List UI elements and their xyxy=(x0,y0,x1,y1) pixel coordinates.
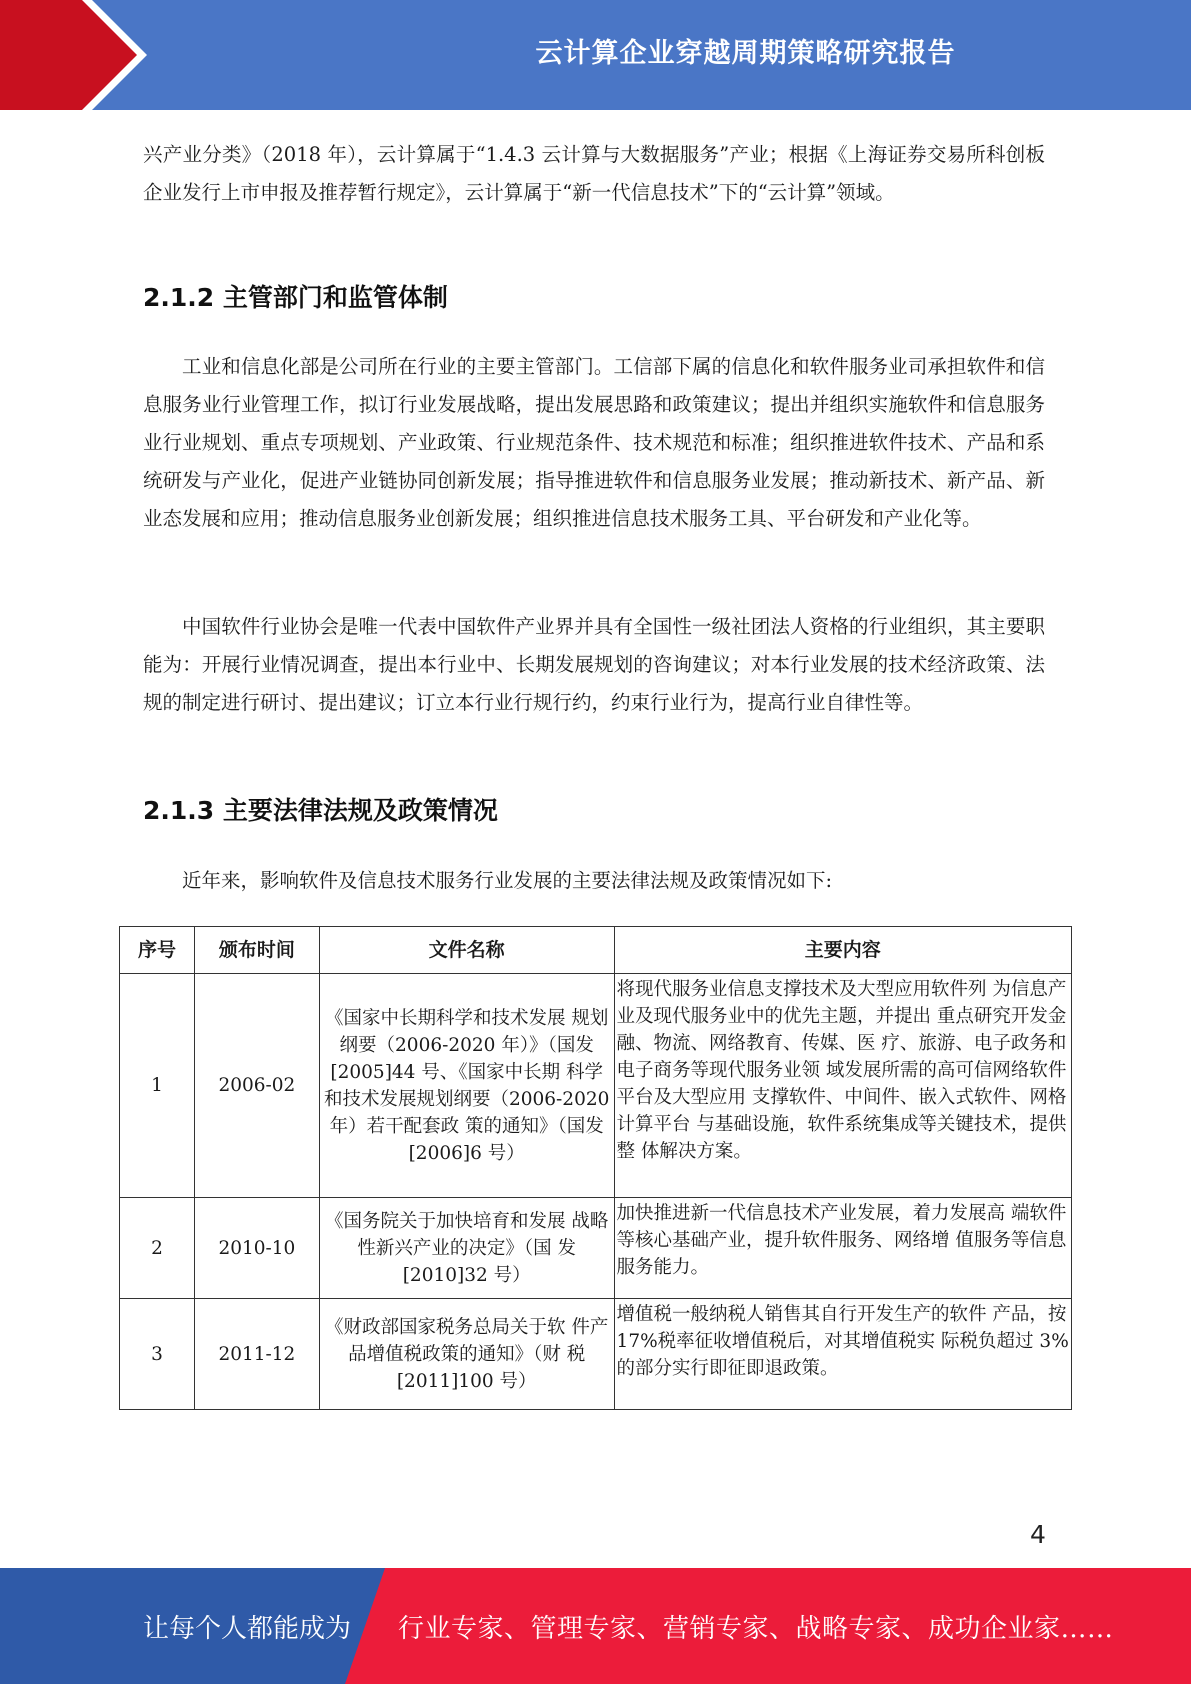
page-header xyxy=(0,0,1191,110)
paragraph-regulator: 工业和信息化部是公司所在行业的主要主管部门。工信部下属的信息化和软件服务业司承担软件和信息服务业行业管理工作，拟订行业发展战略，提出发展思路和政策建议；提出并组织实施软件和信息服务业行业规划、重点专项规划、产业政策、行业规范条件、技术规范和标准；组织推进软件技术、产品和系统研发与产业化，促进产业链协同创新发展；指导推进软件和信息服务业发展；推动新技术、新产品、新业态发展和应用；推动信息服务业创新发展；组织推进信息技术服务工具、平台研发和产业化等。 xyxy=(143,355,1045,530)
table-header-row xyxy=(120,927,1072,974)
page-footer xyxy=(0,1568,1191,1684)
header-arrow-logo xyxy=(0,0,160,110)
policy-table xyxy=(119,926,1072,1410)
table-row xyxy=(120,1299,1072,1410)
cell-date: 2011-12 xyxy=(194,1299,319,1410)
cell-no: 2 xyxy=(120,1198,195,1299)
cell-name: 《国务院关于加快培育和发展 战略性新兴产业的决定》（国 发[2010]32 号） xyxy=(319,1198,614,1299)
section-heading-2-1-2: 2.1.2 主管部门和监管体制 xyxy=(143,283,448,312)
table-row xyxy=(120,974,1072,1198)
paragraph-association: 中国软件行业协会是唯一代表中国软件产业界并具有全国性一级社团法人资格的行业组织，其主要职能为：开展行业情况调查，提出本行业中、长期发展规划的咨询建议；对本行业发展的技术经济政策、法规的制定进行研讨、提出建议；订立本行业行规行约，约束行业行为，提高行业自律性等。 xyxy=(143,615,1045,714)
cell-date: 2010-10 xyxy=(194,1198,319,1299)
cell-no: 3 xyxy=(120,1299,195,1410)
page-number: 4 xyxy=(1030,1520,1046,1549)
table-row xyxy=(120,1198,1072,1299)
paragraph-table-intro: 近年来，影响软件及信息技术服务行业发展的主要法律法规及政策情况如下: xyxy=(182,869,833,892)
cell-date: 2006-02 xyxy=(194,974,319,1198)
footer-slogan-left: 让每个人都能成为 xyxy=(143,1614,352,1644)
cell-name: 《财政部国家税务总局关于软 件产品增值税政策的通知》（财 税[2011]100 号） xyxy=(319,1299,614,1410)
col-header-name: 文件名称 xyxy=(319,927,614,974)
footer-slogan-right: 行业专家、管理专家、营销专家、战略专家、成功企业家…… xyxy=(398,1614,1114,1644)
intro-paragraph: 兴产业分类》（2018 年），云计算属于“1.4.3 云计算与大数据服务”产业；根据《上海证券交易所科创板企业发行上市申报及推荐暂行规定》，云计算属于“新一代信息技术”下的“云计算”领域。 xyxy=(143,143,1045,204)
col-header-date: 颁布时间 xyxy=(194,927,319,974)
section-heading-2-1-3: 2.1.3 主要法律法规及政策情况 xyxy=(143,796,498,825)
cell-no: 1 xyxy=(120,974,195,1198)
cell-content: 增值税一般纳税人销售其自行开发生产的软件 产品，按 17%税率征收增值税后，对其增值税实 际税负超过 3%的部分实行即征即退政策。 xyxy=(614,1299,1071,1410)
col-header-content: 主要内容 xyxy=(614,927,1071,974)
cell-content: 加快推进新一代信息技术产业发展，着力发展高 端软件等核心基础产业，提升软件服务、网络增 值服务等信息服务能力。 xyxy=(614,1198,1071,1299)
cell-name: 《国家中长期科学和技术发展 规划纲要（2006-2020 年）》（国发[2005]44 号、《国家中长期 科学和技术发展规划纲要（2006-2020 年）若干配套政 策的通知》（国发[2006]6 号） xyxy=(319,974,614,1198)
header-title: 云计算企业穿越周期策略研究报告 xyxy=(535,37,956,69)
col-header-no: 序号 xyxy=(120,927,195,974)
cell-content: 将现代服务业信息支撑技术及大型应用软件列 为信息产业及现代服务业中的优先主题，并提出 重点研究开发金融、物流、网络教育、传媒、医 疗、旅游、电子政务和电子商务等现代服务业领 域发展所需的高可信网络软件平台及大型应用 支撑软件、中间件、嵌入式软件、网格计算平台 与基础设施，软件系统集成等关键技术，提供整 体解决方案。 xyxy=(614,974,1071,1198)
